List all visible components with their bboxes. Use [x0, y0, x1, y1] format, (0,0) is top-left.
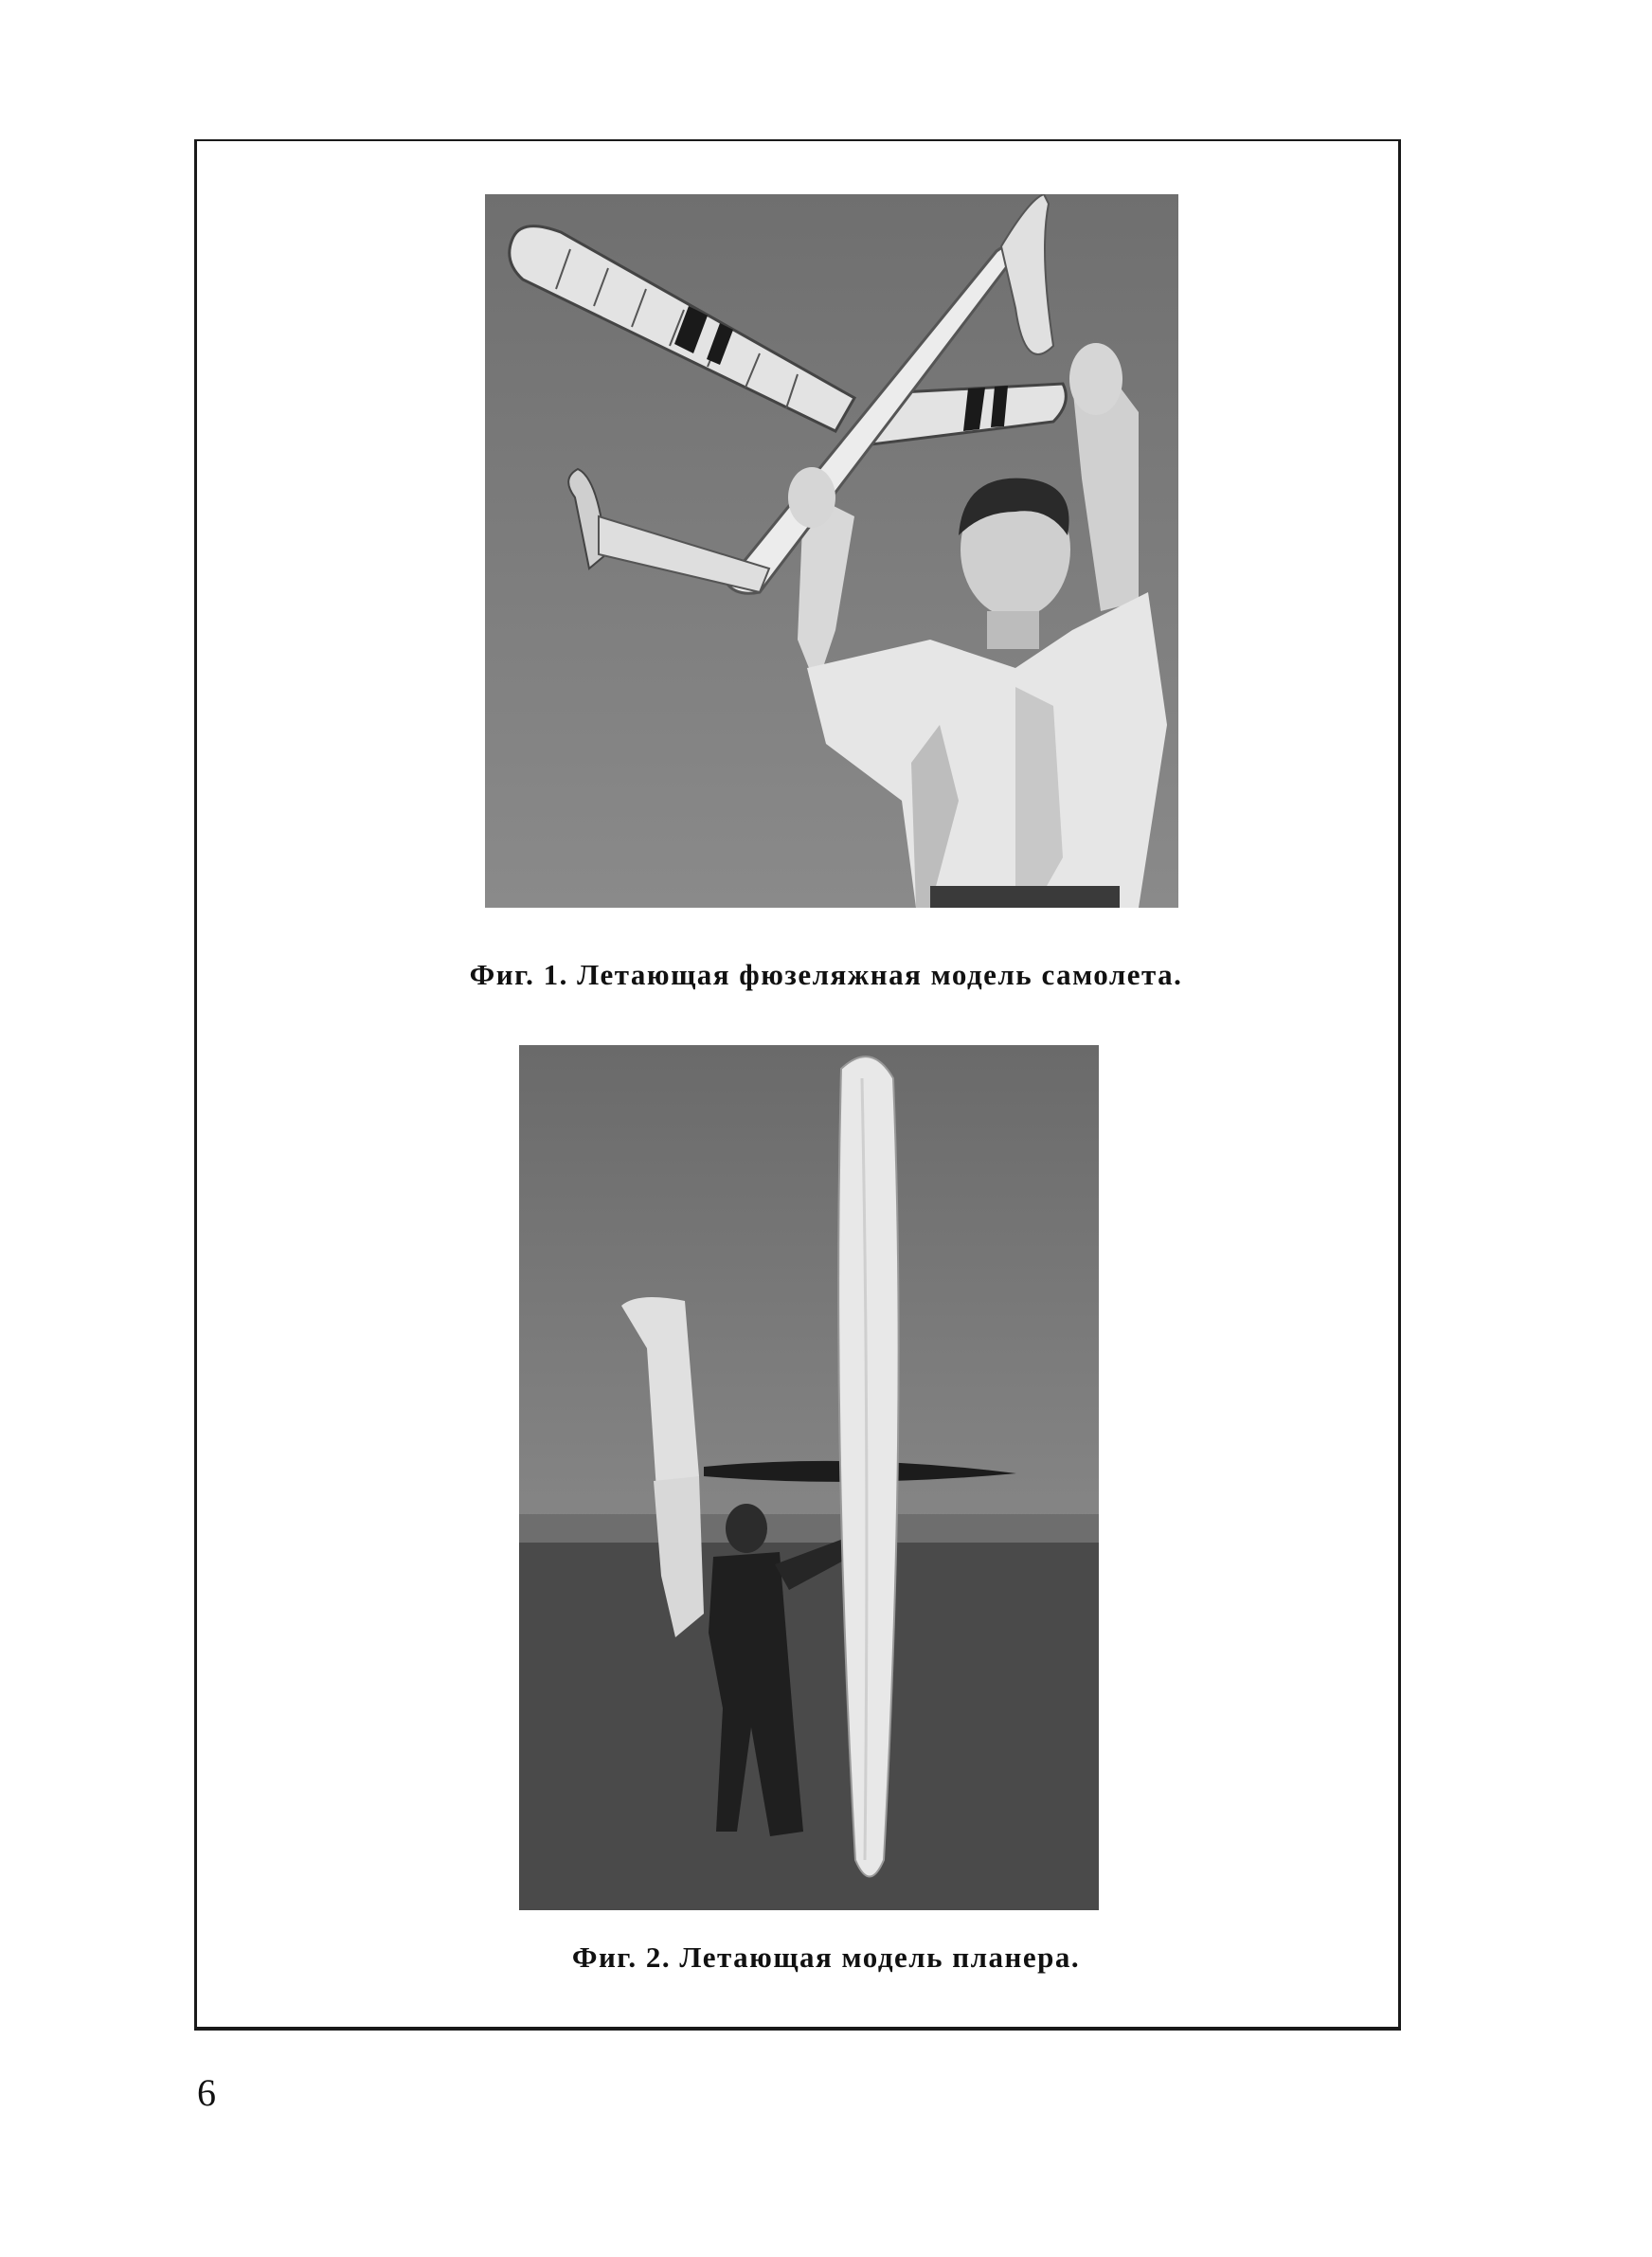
- figure-2-caption: Фиг. 2. Летающая модель планера.: [571, 1941, 1081, 1974]
- figure-1-photo: [485, 194, 1178, 908]
- figure-2-photo: [519, 1045, 1099, 1910]
- figure-1-caption: Фиг. 1. Летающая фюзеляжная модель самолета.: [469, 958, 1183, 991]
- glider-model-photo: [519, 1045, 1099, 1910]
- airplane-model-photo: [485, 194, 1178, 908]
- page-number: 6: [197, 2071, 216, 2114]
